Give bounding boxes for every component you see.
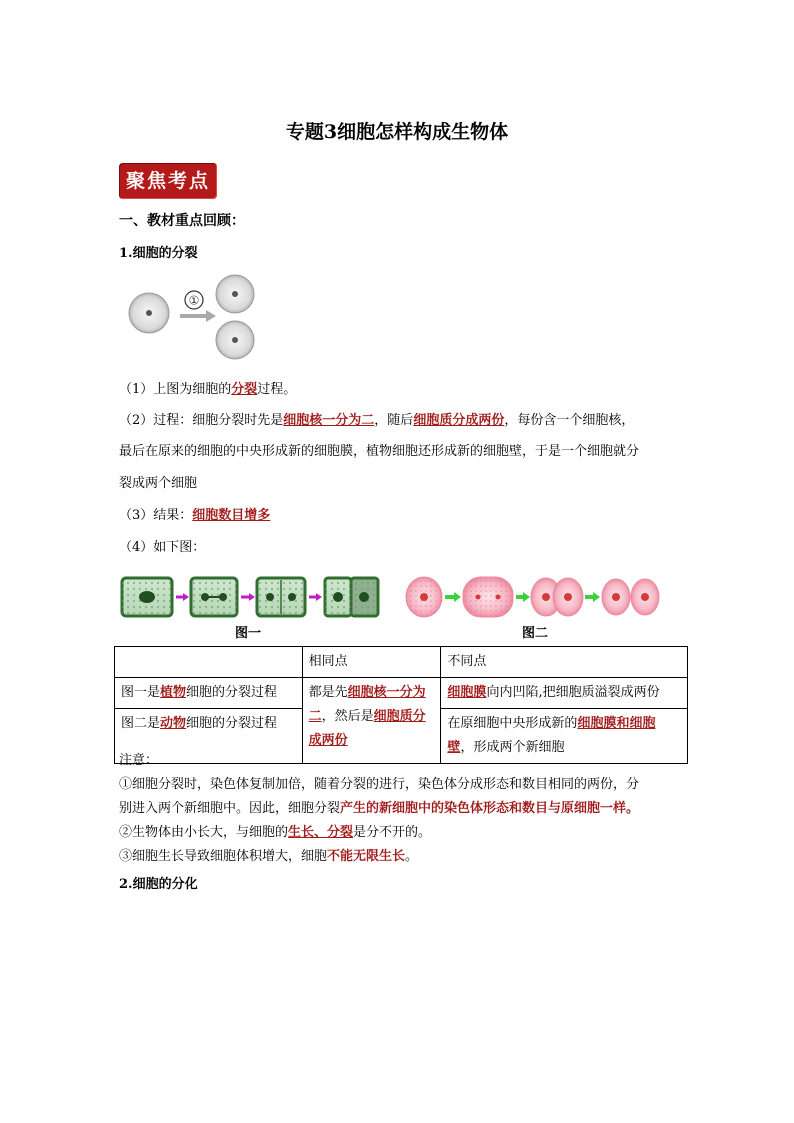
table-same-cell: 都是先细胞核一分为二，然后是细胞质分成两份 (302, 678, 441, 764)
item-2: （2）过程：细胞分裂时先是细胞核一分为二，随后细胞质分成两份，每份含一个细胞核， (119, 413, 635, 428)
page-title: 专题3细胞怎样构成生物体 (285, 121, 509, 143)
animal-cell-stage-3 (531, 578, 583, 616)
table-diff-cell: 在原细胞中央形成新的细胞膜和细胞壁，形成两个新细胞 (441, 709, 688, 764)
comparison-table (114, 646, 688, 764)
subheading-cell-differentiation: 2.细胞的分化 (119, 877, 198, 892)
table-row-label: 图二是动物细胞的分裂过程 (115, 709, 303, 764)
step-label: ① (188, 293, 200, 308)
item-4: （4）如下图： (119, 540, 206, 555)
plant-cell-stage-4 (325, 578, 378, 616)
item-3: （3）结果：细胞数目增多 (119, 508, 271, 523)
notes-heading: 注意： (119, 753, 159, 768)
plant-cell-stage-3 (257, 578, 305, 616)
animal-cell-stage-1 (406, 577, 442, 617)
figure-1-label: 图一 (235, 626, 262, 641)
item-1: （1）上图为细胞的分裂过程。 (119, 382, 297, 397)
table-header-same: 相同点 (302, 647, 441, 678)
table-row-label: 图一是植物细胞的分裂过程 (115, 678, 303, 709)
animal-cell-division-figure (404, 574, 662, 620)
figure-2-label: 图二 (522, 626, 549, 641)
note-1-line-2: 别进入两个新细胞中。因此，细胞分裂产生的新细胞中的染色体形态和数目与原细胞一样。 (119, 801, 640, 816)
plant-cell-division-figure (120, 575, 382, 619)
table-cell (115, 647, 303, 678)
plant-cell-stage-2 (191, 578, 237, 616)
cell-division-figure (124, 268, 264, 368)
item-2-line-2: 最后在原来的细胞的中央形成新的细胞膜，植物细胞还形成新的细胞壁，于是一个细胞就分 (119, 444, 640, 459)
table-header-row (115, 647, 688, 678)
table-diff-cell: 细胞膜向内凹陷,把细胞质溢裂成两份 (441, 678, 688, 709)
table-header-diff: 不同点 (441, 647, 688, 678)
note-2: ②生物体由小长大，与细胞的生长、分裂是分不开的。 (119, 825, 432, 840)
section-heading: 一、教材重点回顾： (119, 213, 245, 229)
animal-cell-stage-4 (602, 579, 659, 615)
focus-badge: 聚焦考点 (119, 163, 217, 199)
note-3: ③细胞生长导致细胞体积增大，细胞不能无限生长。 (119, 849, 419, 864)
arrowhead-icon (206, 310, 216, 322)
nucleus-icon (146, 310, 152, 316)
table-row (115, 678, 688, 709)
plant-cell-stage-1 (122, 578, 172, 616)
subheading-cell-division: 1.细胞的分裂 (119, 246, 198, 261)
animal-cell-stage-2 (463, 577, 513, 617)
item-2-line-3: 裂成两个细胞 (119, 476, 198, 491)
note-1-line-1: ①细胞分裂时，染色体复制加倍，随着分裂的进行，染色体分成形态和数目相同的两份，分 (119, 777, 640, 792)
